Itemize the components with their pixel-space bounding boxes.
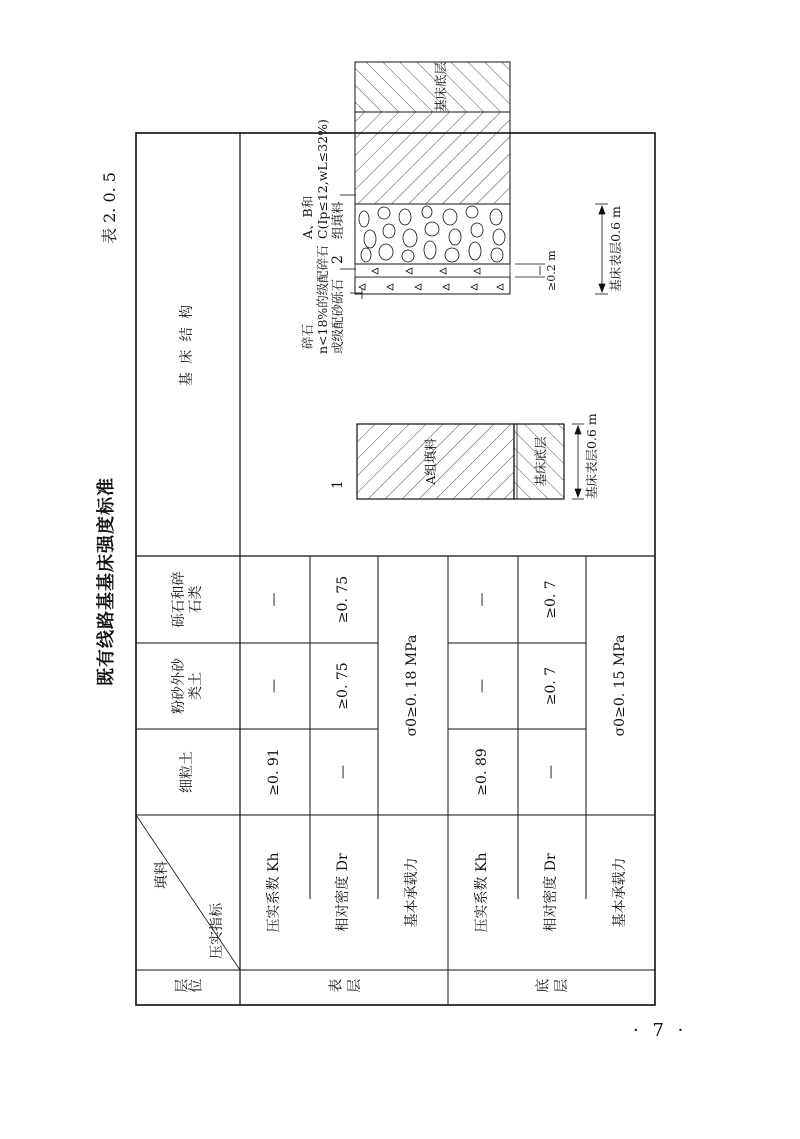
table-number: 表 2. 0. 5 [100,172,119,244]
surface-kh-index: 压实系数 Kh [266,852,283,933]
diagram-2-label-1: 碎石 [300,323,315,349]
diagram-1-dim-label: 基床表层0.6 m [584,413,599,499]
surface-dr-silt: ≥0. 75 [335,662,352,710]
bottom-kh-fine: ≥0. 89 [474,748,491,796]
bottom-bearing-value: σ0≥0. 15 MPa [611,634,628,737]
diagram-2-number: 2 [330,255,346,264]
surface-dr-gravel: ≥0. 75 [335,575,352,624]
header-layer: 层位 [174,978,202,995]
page-number: · 7 · [633,1020,688,1041]
diagram-2-label-2: n<18%的级配碎石或级配砂砾石 [315,245,345,354]
layer-bottom: 底 层 [535,978,568,995]
surface-kh-silt: — [266,679,283,693]
header-structure: 基 床 结 构 [179,302,196,387]
diagram-2-base-label: 基床底层 [432,61,448,112]
surface-kh-gravel: — [266,592,283,607]
bottom-kh-gravel: — [474,592,491,607]
surface-dr-fine: — [335,765,352,779]
diagram-1-fill-label: A组填料 [422,438,438,485]
bottom-kh-index: 压实系数 Kh [474,852,491,933]
bottom-dr-silt: ≥0. 7 [543,666,560,706]
header-index: 压实指标 [209,903,225,959]
bottom-kh-silt: — [474,679,491,693]
header-silty-sand: 粉砂外砂类土 [170,658,204,714]
page-title: 既有线路基基床强度标准 [96,477,117,686]
diagram-1-base-label: 基床底层 [532,436,548,487]
surface-bearing-index: 基本承载力 [404,857,421,928]
header-gravel: 砾石和碎石类 [170,571,204,628]
bottom-dr-fine: — [543,765,560,779]
surface-bearing-value: σ0≥0. 18 MPa [404,634,421,737]
layer-surface: 表 层 [327,978,361,995]
bottom-dr-index: 相对密度 Dr [543,853,560,932]
surface-dr-index: 相对密度 Dr [335,853,352,932]
bottom-bearing-index: 基本承载力 [611,857,628,928]
diagram-2-label-3: A、B和C(Ip≤12,wL≤32%)组填料 [300,119,345,239]
header-fill: 填料 [154,861,170,889]
surface-kh-fine: ≥0. 91 [266,748,283,796]
diagram-2-dim-small-label: ≥0.2 m [545,250,558,291]
diagram-2-dim-top-label: 基床表层0.6 m [608,206,623,292]
diagram-1-number: 1 [330,480,346,489]
header-fine-soil: 细粒土 [179,751,196,793]
bottom-dr-gravel: ≥0. 7 [543,580,560,619]
